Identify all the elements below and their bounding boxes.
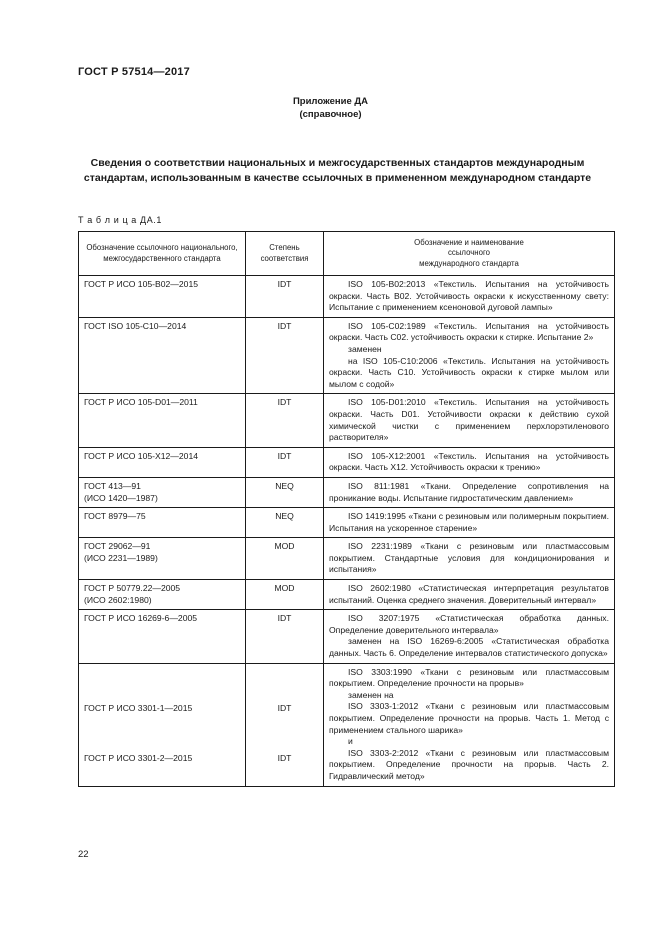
- header-international-line2: ссылочного: [448, 248, 490, 258]
- degree-cell: IDT: [246, 276, 324, 318]
- national-standard-code: ГОСТ Р ИСО 3301-1—2015: [84, 702, 193, 713]
- description-paragraph: заменен на: [348, 689, 394, 700]
- national-standard-code: ГОСТ Р 50779.22—2005: [84, 583, 181, 594]
- description-paragraph: ISO 3303:1990 «Ткани с резиновым или пластмассовым покрытием. Определение прочности на прорыв»: [329, 666, 609, 689]
- degree-cell: MOD: [246, 538, 324, 580]
- national-standard-code: ГОСТ Р ИСО 16269-6—2005: [84, 613, 198, 624]
- degree-cell: IDT: [246, 317, 324, 394]
- section-title: Сведения о соответствии национальных и межгосударственных стандартов международным стандартам, использованным в качестве ссылочных в примененном международном стандарте: [83, 157, 592, 184]
- description-paragraph: ISO 3303-1:2012 «Ткани с резиновым или пластмассовым покрытием. Определение прочности на прорыв. Часть 1. Метод с применением стального шарика»: [329, 701, 609, 735]
- national-standard-code: ГОСТ Р ИСО 105-D01—2011: [84, 397, 198, 408]
- national-standard-cell: [79, 447, 246, 477]
- degree-cell: NEQ: [246, 508, 324, 538]
- table-row: [79, 394, 615, 447]
- table-row: [79, 538, 615, 580]
- international-standard-cell: [324, 580, 615, 610]
- description-paragraph: заменен на ISO 16269-6:2005 «Статистическая обработка данных. Часть 6. Определение интервалов статистического допуска»: [329, 636, 609, 659]
- national-standard-equivalent: (ИСО 2602:1980): [84, 594, 152, 605]
- international-standard-cell: [324, 394, 615, 447]
- degree-value: IDT: [277, 752, 292, 763]
- international-standard-cell: [324, 538, 615, 580]
- national-standard-cell: [79, 610, 246, 663]
- header-degree: Степень соответствия: [246, 232, 324, 276]
- degree-cell: IDT: [246, 394, 324, 447]
- national-standard-code: ГОСТ 8979—75: [84, 511, 146, 522]
- national-standard-equivalent: (ИСО 2231—1989): [84, 552, 158, 563]
- description-paragraph: на ISO 105-C10:2006 «Текстиль. Испытания на устойчивость окраски. Часть С10. Устойчивость окраски к стирке мылом или мылом с содой»: [329, 355, 609, 389]
- table-row: [79, 580, 615, 610]
- table-caption: Т а б л и ц а ДА.1: [78, 215, 163, 225]
- description-paragraph: ISO 3303-2:2012 «Ткани с резиновым или пластмассовым покрытием. Определение прочности на прорыв. Часть 2. Гидравлический метод»: [329, 747, 609, 781]
- national-standard-code: ГОСТ Р ИСО 3301-2—2015: [84, 752, 193, 763]
- national-standard-code: ГОСТ 413—91: [84, 480, 141, 491]
- international-standard-cell: [324, 663, 615, 786]
- degree-cell: IDT: [246, 610, 324, 663]
- national-standard-code: ГОСТ Р ИСО 105-X12—2014: [84, 450, 199, 461]
- header-international-line1: Обозначение и наименование: [414, 237, 524, 247]
- description-paragraph: заменен: [348, 343, 382, 354]
- degree-cell: NEQ: [246, 477, 324, 507]
- national-standard-cell: [79, 276, 246, 318]
- national-standard-code: ГОСТ 29062—91: [84, 541, 151, 552]
- correspondence-table: [78, 231, 615, 787]
- document-code-header: ГОСТ Р 57514—2017: [78, 66, 190, 78]
- national-standard-code: ГОСТ ISO 105-C10—2014: [84, 320, 187, 331]
- international-standard-cell: [324, 508, 615, 538]
- table-row: [79, 508, 615, 538]
- national-standard-cell: [79, 663, 246, 786]
- national-standard-code: ГОСТ Р ИСО 105-В02—2015: [84, 279, 199, 289]
- national-standard-cell: [79, 508, 246, 538]
- national-standard-cell: [79, 538, 246, 580]
- description-paragraph: и: [348, 736, 353, 747]
- national-standard-cell: [79, 317, 246, 394]
- degree-value: IDT: [277, 702, 292, 713]
- national-standard-equivalent: (ИСО 1420—1987): [84, 492, 158, 503]
- description-paragraph: ISO 105-C02:1989 «Текстиль. Испытания на устойчивость окраски. Часть С02. устойчивость окраски к стирке. Испытание 2»: [329, 320, 609, 343]
- description-paragraph: ISO 1419:1995 «Ткани с резиновым или полимерным покрытием. Испытания на ускоренное старение»: [329, 511, 609, 533]
- degree-cell: IDT: [246, 447, 324, 477]
- description-paragraph: ISO 105-B02:2013 «Текстиль. Испытания на устойчивость окраски. Часть В02. Устойчивость окраски к искусственному свету: Испытание с применением ксеноновой дуговой лампы»: [329, 279, 609, 313]
- table-row: [79, 477, 615, 507]
- table-row: [79, 317, 615, 394]
- international-standard-cell: [324, 477, 615, 507]
- table-row-combined: [79, 663, 615, 786]
- degree-cell: MOD: [246, 580, 324, 610]
- description-paragraph: ISO 2231:1989 «Ткани с резиновым или пластмассовым покрытием. Стандартные условия для кондиционирования и испытания»: [329, 541, 609, 575]
- table-row: [79, 610, 615, 663]
- international-standard-cell: [324, 447, 615, 477]
- description-paragraph: ISO 105-X12:2001 «Текстиль. Испытания на устойчивость окраски. Часть Х12. Устойчивость окраски к трению»: [329, 450, 609, 473]
- annex-subtitle: (справочное): [299, 109, 362, 120]
- description-paragraph: ISO 2602:1980 «Статистическая интерпретация результатов испытаний. Оценка среднего значения. Доверительный интервал»: [329, 583, 609, 605]
- table-row: [79, 276, 615, 318]
- degree-cell: [246, 663, 324, 786]
- description-paragraph: ISO 811:1981 «Ткани. Определение сопротивления на проникание воды. Испытание гидростатическим давлением»: [329, 480, 609, 503]
- national-standard-cell: [79, 394, 246, 447]
- header-national: Обозначение ссылочного национального, межгосударственного стандарта: [79, 232, 246, 276]
- description-paragraph: ISO 105-D01:2010 «Текстиль. Испытания на устойчивость окраски. Часть D01. Устойчивости окраски к действию сухой химической чистки с применением перхлорэтиленового растворителя»: [329, 397, 609, 443]
- header-international: [324, 232, 615, 276]
- table-header-row: [79, 232, 615, 276]
- description-paragraph: ISO 3207:1975 «Статистическая обработка данных. Определение доверительного интервала»: [329, 613, 609, 635]
- national-standard-cell: [79, 580, 246, 610]
- header-international-line3: международного стандарта: [419, 258, 519, 268]
- national-standard-cell: [79, 477, 246, 507]
- annex-title: Приложение ДА: [292, 96, 369, 107]
- international-standard-cell: [324, 610, 615, 663]
- international-standard-cell: [324, 276, 615, 318]
- table-row: [79, 447, 615, 477]
- page-number: 22: [78, 849, 89, 860]
- international-standard-cell: [324, 317, 615, 394]
